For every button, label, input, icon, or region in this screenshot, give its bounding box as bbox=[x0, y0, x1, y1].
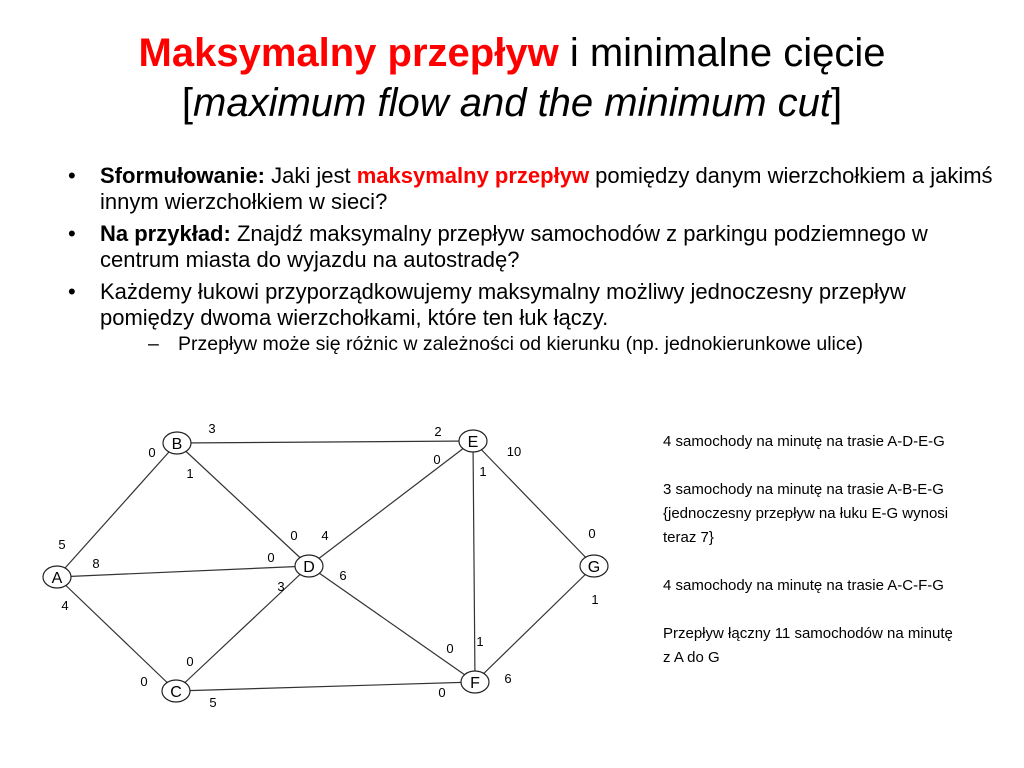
edge-capacity-label: 4 bbox=[61, 598, 69, 613]
note-total-flow: Przepływ łączny 11 samochodów na minutę z A do G bbox=[663, 625, 953, 666]
edge-c-f bbox=[176, 682, 475, 691]
node-label-d: D bbox=[303, 559, 315, 576]
edge-capacity-label: 0 bbox=[148, 445, 156, 460]
note-path-acfg: 4 samochody na minutę na trasie A-C-F-G bbox=[663, 577, 944, 594]
edge-capacity-label: 3 bbox=[208, 421, 216, 436]
node-label-g: G bbox=[587, 559, 601, 576]
sub-bullet: – Przepływ może się różnic w zależności od kierunku (np. jednokierunkowe ulice) bbox=[148, 331, 1024, 357]
edge-f-g bbox=[475, 566, 594, 682]
edge-capacity-label: 5 bbox=[58, 537, 66, 552]
sub-bullet-list bbox=[148, 331, 1024, 357]
edge-capacity-label: 6 bbox=[339, 568, 347, 583]
title-bracket-close: ] bbox=[830, 81, 843, 125]
edge-capacity-label: 0 bbox=[186, 654, 194, 669]
bullet-text: pomiędzy danym wierzchołkiem a jakimś innym wierzchołkiem w sieci? bbox=[100, 163, 993, 214]
edge-a-c bbox=[57, 577, 176, 691]
edge-d-e bbox=[309, 441, 473, 566]
edge-capacity-label: 4 bbox=[321, 528, 329, 543]
edge-c-d bbox=[176, 566, 309, 691]
slide-title bbox=[0, 28, 1024, 128]
edge-capacity-label: 1 bbox=[476, 634, 484, 649]
bullet-assign bbox=[68, 279, 998, 357]
node-label-c: C bbox=[170, 684, 182, 701]
node-label-b: B bbox=[171, 436, 183, 453]
edge-e-f bbox=[473, 441, 475, 682]
edge-b-d bbox=[177, 443, 309, 566]
node-label-f: F bbox=[470, 675, 480, 692]
bullet-text: Znajdź maksymalny przepływ samochodów z parkingu podziemnego w centrum miasta do wyjazdu na autostradę? bbox=[100, 221, 928, 272]
edge-capacity-label: 6 bbox=[504, 671, 512, 686]
edge-capacity-label: 3 bbox=[277, 579, 285, 594]
bullet-text: Jaki jest bbox=[265, 163, 357, 188]
note-path-adeg: 4 samochody na minutę na trasie A-D-E-G bbox=[663, 433, 945, 450]
edge-a-b bbox=[57, 443, 177, 577]
node-label-e: E bbox=[467, 434, 479, 451]
edge-capacity-label: 1 bbox=[479, 464, 487, 479]
edge-d-f bbox=[309, 566, 475, 682]
edge-capacity-label: 1 bbox=[591, 592, 599, 607]
title-english: maximum flow and the minimum cut bbox=[193, 81, 831, 125]
edge-e-g bbox=[473, 441, 594, 566]
edge-capacity-label: 0 bbox=[438, 685, 446, 700]
title-rest: i minimalne cięcie bbox=[558, 31, 886, 75]
bullet-formulation bbox=[68, 163, 998, 215]
flow-notes bbox=[663, 430, 963, 694]
edge-capacity-label: 0 bbox=[446, 641, 454, 656]
edge-capacity-label: 2 bbox=[434, 424, 442, 439]
edge-capacity-label: 0 bbox=[267, 550, 275, 565]
edge-capacity-label: 0 bbox=[290, 528, 298, 543]
edge-capacity-label: 10 bbox=[506, 444, 522, 459]
bullet-highlight: maksymalny przepływ bbox=[356, 163, 590, 188]
bullet-example bbox=[68, 221, 998, 273]
edge-capacity-label: 5 bbox=[209, 695, 217, 710]
edge-capacity-label: 0 bbox=[588, 526, 596, 541]
edge-capacity-label: 0 bbox=[433, 452, 441, 467]
node-label-a: A bbox=[51, 570, 63, 587]
flow-network-diagram bbox=[0, 400, 640, 730]
edge-b-e bbox=[177, 441, 473, 443]
bullet-list bbox=[68, 163, 998, 363]
title-bracket-open: [ bbox=[181, 81, 194, 125]
edge-capacity-label: 0 bbox=[140, 674, 148, 689]
bullet-lead: Na przykład: bbox=[100, 221, 231, 246]
bullet-text: Każdemy łukowi przyporządkowujemy maksymalny możliwy jednoczesny przepływ pomiędzy dwoma wierzchołkami, które ten łuk łączy. bbox=[100, 279, 906, 330]
edge-capacity-label: 8 bbox=[92, 556, 100, 571]
title-highlight: Maksymalny przepływ bbox=[138, 31, 559, 75]
note-line: 3 samochody na minutę na trasie A-B-E-G bbox=[663, 481, 944, 498]
note-line: {jednoczesny przepływ na łuku E-G wynosi teraz 7} bbox=[663, 505, 949, 546]
edge-capacity-label: 1 bbox=[186, 466, 194, 481]
bullet-lead: Sformułowanie: bbox=[100, 163, 266, 188]
note-path-abeg bbox=[663, 478, 963, 550]
